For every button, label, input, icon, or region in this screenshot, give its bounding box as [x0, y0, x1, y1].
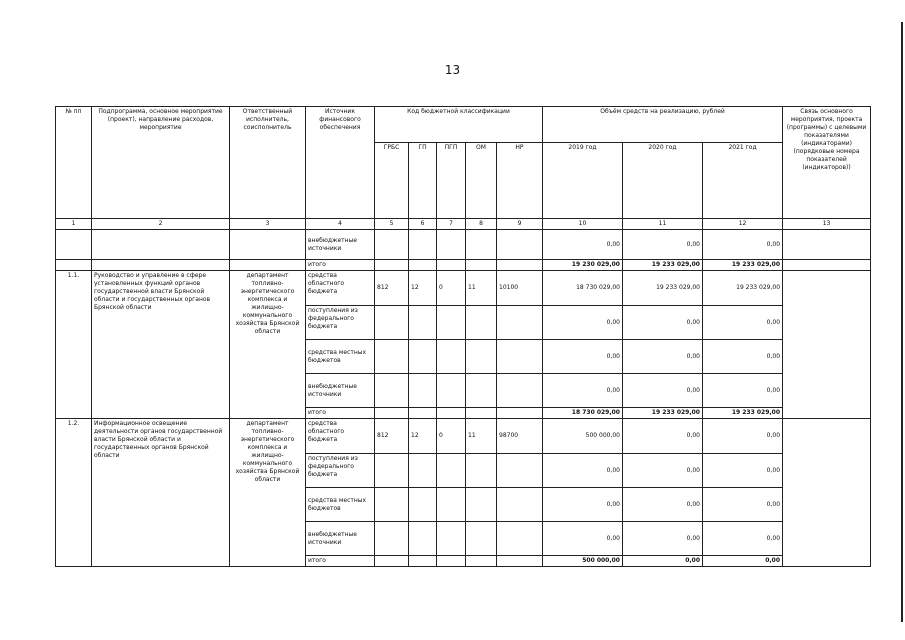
header-np: НР	[497, 143, 543, 219]
source-cell: средства областного бюджета	[306, 419, 375, 454]
value-2021: 0,00	[703, 522, 783, 556]
empty-cell	[230, 230, 306, 260]
total-2021: 19 233 029,00	[703, 408, 783, 419]
item-title: Информационное освещение деятельности органов государственной власти Брянской области и государственных органов Брянской области	[92, 419, 230, 567]
value-2021: 0,00	[703, 230, 783, 260]
value-2019: 0,00	[543, 306, 623, 340]
source-cell: внебюджетные источники	[306, 522, 375, 556]
total-2021: 0,00	[703, 556, 783, 567]
scan-edge-line	[901, 22, 903, 622]
value-2020: 0,00	[623, 419, 703, 454]
value-2020: 0,00	[623, 488, 703, 522]
table-body	[56, 230, 871, 567]
page-number: 13	[444, 63, 461, 77]
item-responsible: департамент топливно-энергетического комплекса и жилищно-коммунального хозяйства Брянской области	[230, 419, 306, 567]
header-grbs: ГРБС	[375, 143, 409, 219]
value-2019: 0,00	[543, 522, 623, 556]
table-header	[56, 107, 871, 230]
value-2020: 0,00	[623, 306, 703, 340]
value-2019: 0,00	[543, 374, 623, 408]
header-link: Связь основного мероприятия, проекта (программы) с целевыми показателями (индикаторами) (порядковые номера показателей (индикаторов))	[783, 107, 871, 219]
value-2020: 0,00	[623, 522, 703, 556]
column-number: 10	[543, 219, 623, 230]
column-number: 1	[56, 219, 92, 230]
source-cell: внебюджетные источники	[306, 374, 375, 408]
value-2021: 0,00	[703, 419, 783, 454]
header-source: Источник финансового обеспечения	[306, 107, 375, 219]
value-2019: 0,00	[543, 488, 623, 522]
table-row	[56, 271, 871, 306]
om-cell: 11	[466, 271, 497, 306]
item-number: 1.2.	[56, 419, 92, 567]
table-row	[56, 419, 871, 454]
item-responsible: департамент топливно-энергетического комплекса и жилищно-коммунального хозяйства Брянской области	[230, 271, 306, 419]
source-cell: внебюджетные источники	[306, 230, 375, 260]
gp-cell: 12	[409, 271, 437, 306]
value-2021: 0,00	[703, 340, 783, 374]
np-cell: 10100	[497, 271, 543, 306]
pgp-cell: 0	[437, 419, 466, 454]
column-number: 7	[437, 219, 466, 230]
column-number: 3	[230, 219, 306, 230]
header-subprogram: Подпрограмма, основное мероприятие (проект), направление расходов, мероприятие	[92, 107, 230, 219]
value-2020: 0,00	[623, 374, 703, 408]
source-cell: поступления из федерального бюджета	[306, 306, 375, 340]
link-cell	[783, 419, 871, 567]
total-2019: 19 230 029,00	[543, 260, 623, 271]
header-pgp: ПГП	[437, 143, 466, 219]
value-2020: 19 233 029,00	[623, 271, 703, 306]
pgp-cell: 0	[437, 271, 466, 306]
value-2019: 500 000,00	[543, 419, 623, 454]
np-cell: 98700	[497, 419, 543, 454]
header-2019: 2019 год	[543, 143, 623, 219]
value-2019: 0,00	[543, 340, 623, 374]
column-number: 2	[92, 219, 230, 230]
value-2021: 19 233 029,00	[703, 271, 783, 306]
total-2020: 19 233 029,00	[623, 260, 703, 271]
source-cell: средства местных бюджетов	[306, 340, 375, 374]
item-title: Руководство и управление в сфере установленных функций органов государственной власти Брянской области и государственных органов Брянской области	[92, 271, 230, 419]
value-2019: 0,00	[543, 230, 623, 260]
column-number: 12	[703, 219, 783, 230]
total-2019: 500 000,00	[543, 556, 623, 567]
column-number: 6	[409, 219, 437, 230]
grbs-cell: 812	[375, 419, 409, 454]
header-2021: 2021 год	[703, 143, 783, 219]
link-cell	[783, 271, 871, 419]
total-2021: 19 233 029,00	[703, 260, 783, 271]
table-row	[56, 230, 871, 260]
empty-cell	[92, 230, 230, 260]
column-number: 11	[623, 219, 703, 230]
column-number: 9	[497, 219, 543, 230]
value-2021: 0,00	[703, 454, 783, 488]
grbs-cell: 812	[375, 271, 409, 306]
value-2020: 0,00	[623, 230, 703, 260]
value-2021: 0,00	[703, 306, 783, 340]
header-volume: Объём средств на реализацию, рублей	[543, 107, 783, 143]
header-num: № пп	[56, 107, 92, 219]
source-cell: итого	[306, 556, 375, 567]
header-gp: ГП	[409, 143, 437, 219]
total-2019: 18 730 029,00	[543, 408, 623, 419]
header-om: ОМ	[466, 143, 497, 219]
total-row	[56, 260, 871, 271]
item-number: 1.1.	[56, 271, 92, 419]
total-2020: 19 233 029,00	[623, 408, 703, 419]
empty-cell	[56, 230, 92, 260]
source-cell: средства областного бюджета	[306, 271, 375, 306]
source-cell: итого	[306, 408, 375, 419]
header-bcc: Код бюджетной классификации	[375, 107, 543, 143]
om-cell: 11	[466, 419, 497, 454]
value-2021: 0,00	[703, 374, 783, 408]
value-2020: 0,00	[623, 340, 703, 374]
value-2019: 18 730 029,00	[543, 271, 623, 306]
column-number: 13	[783, 219, 871, 230]
total-2020: 0,00	[623, 556, 703, 567]
column-number: 4	[306, 219, 375, 230]
value-2019: 0,00	[543, 454, 623, 488]
source-cell: поступления из федерального бюджета	[306, 454, 375, 488]
source-cell: средства местных бюджетов	[306, 488, 375, 522]
gp-cell: 12	[409, 419, 437, 454]
value-2020: 0,00	[623, 454, 703, 488]
column-number: 5	[375, 219, 409, 230]
source-cell: итого	[306, 260, 375, 271]
budget-table	[55, 106, 871, 567]
column-number-row	[56, 219, 871, 230]
header-2020: 2020 год	[623, 143, 703, 219]
value-2021: 0,00	[703, 488, 783, 522]
header-responsible: Ответственный исполнитель, соисполнитель	[230, 107, 306, 219]
column-number: 8	[466, 219, 497, 230]
